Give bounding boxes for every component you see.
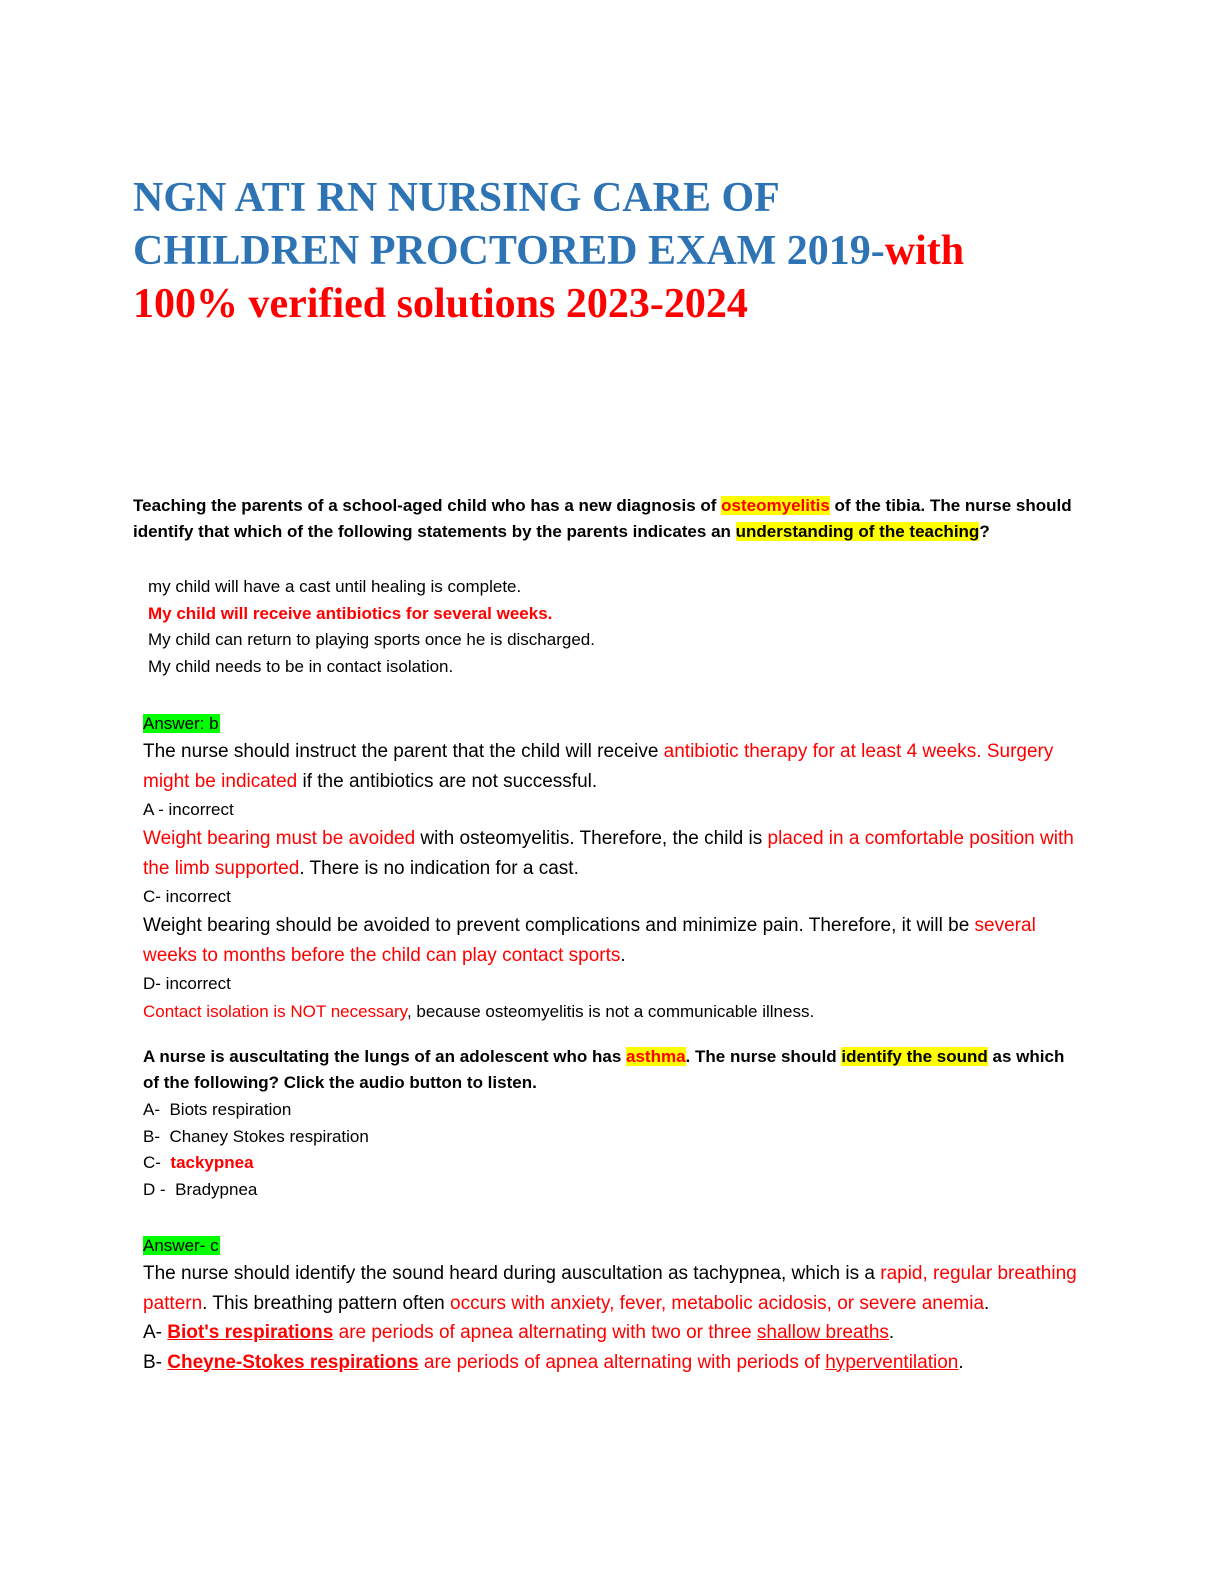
q2-expl-red: occurs with anxiety, fever, metabolic acidosis, or severe anemia	[450, 1292, 985, 1314]
q2-option-correct	[143, 1150, 1093, 1177]
q2-b-prefix: B-	[143, 1351, 168, 1373]
q1-text-c: ?	[979, 522, 990, 541]
q1-expl-red: .	[976, 741, 987, 762]
q2-answer-label: Answer- c	[143, 1236, 219, 1255]
q1-c-text: .	[620, 944, 626, 966]
q2-explanation	[143, 1259, 1083, 1318]
q1-option: My child can return to playing sports once he is discharged.	[148, 630, 595, 649]
q2-option-letter: B-	[143, 1126, 160, 1146]
q1-option-correct: My child will receive antibiotics for several weeks.	[148, 603, 553, 623]
question-2	[143, 1044, 1083, 1096]
q2-option-text: Biots respiration	[169, 1100, 292, 1119]
q2-option	[143, 1097, 1093, 1124]
q2-a-explanation	[143, 1318, 1083, 1348]
title-line1: NGN ATI RN NURSING CARE OF	[133, 175, 780, 221]
q2-option-text: tackypnea	[170, 1153, 254, 1172]
q1-a-explanation	[143, 824, 1083, 883]
q1-a-text: . There is no indication for a cast.	[299, 857, 579, 879]
question-1-stem	[133, 493, 1083, 545]
q1-d-text: , because osteomyelitis is not a communicable illness.	[406, 1002, 815, 1021]
title-line2: CHILDREN PROCTORED EXAM 2019-	[133, 228, 885, 274]
q2-expl-text: . This breathing pattern often	[202, 1292, 451, 1314]
q1-a-text: with osteomyelitis. Therefore, the child is	[415, 828, 768, 849]
q1-c-text: Weight bearing should be avoided to prevent complications and minimize pain. Therefore, it will be	[143, 915, 975, 936]
q1-text-a: Teaching the parents of a school-aged child who has a new diagnosis of	[133, 496, 722, 515]
q2-b-term: Cheyne-Stokes respirations	[167, 1351, 419, 1373]
q1-expl-text: The nurse should instruct the parent that the child will receive	[143, 741, 664, 762]
q2-a-underlined: shallow breaths	[756, 1322, 889, 1343]
q2-expl-red: rapid, regular breathing pattern	[143, 1263, 1077, 1314]
q1-c-explanation	[143, 911, 1083, 970]
q2-b-end: .	[958, 1351, 964, 1373]
q2-a-term: Biot's respirations	[167, 1322, 334, 1343]
question-1-options	[148, 574, 1098, 680]
q1-explanation	[143, 737, 1083, 796]
q1-a-red: placed in a comfortable position with the limb supported	[143, 828, 1074, 879]
document-title	[133, 172, 1133, 331]
q2-option	[143, 1124, 1093, 1151]
q1-option: My child needs to be in contact isolation.	[148, 656, 454, 676]
q2-b-underlined: hyperventilation	[825, 1351, 959, 1373]
q2-b-explanation	[143, 1348, 1083, 1378]
q2-text-b: . The nurse should	[685, 1047, 842, 1066]
q1-option: my child will have a cast until healing is complete.	[148, 577, 522, 596]
q1-d-red: Contact isolation is NOT necessary	[143, 1002, 407, 1021]
q2-option	[143, 1177, 1093, 1204]
q1-expl-red: Surgery might be indicated	[143, 741, 1054, 792]
q2-a-end: .	[888, 1322, 895, 1343]
q2-text-c: as which of the following? Click the audio button to listen.	[143, 1047, 1065, 1092]
q2-option-text: Bradypnea	[175, 1179, 258, 1199]
q2-b-text: are periods of apnea alternating with periods of	[418, 1351, 826, 1373]
title-line3: 100% verified solutions 2023-2024	[133, 281, 748, 327]
q1-c-red: several weeks to months before the child can play contact sports	[143, 915, 1036, 966]
q1-a-red: Weight bearing must be avoided	[143, 828, 416, 849]
question-2-answer	[143, 1233, 1083, 1377]
q1-expl-text: if the antibiotics are not successful.	[297, 770, 598, 792]
q2-a-text: are periods of apnea alternating with two or three	[333, 1322, 757, 1343]
q2-a-prefix: A-	[143, 1322, 168, 1343]
q1-highlight-osteomyelitis: osteomyelitis	[721, 496, 830, 515]
q2-text-a: A nurse is auscultating the lungs of an adolescent who has	[143, 1047, 627, 1066]
q2-option-letter: A-	[143, 1100, 160, 1119]
q1-highlight-understanding: understanding of the teaching	[735, 522, 980, 541]
q1-a-label: A - incorrect	[143, 800, 234, 819]
question-1-answer	[143, 711, 1083, 1026]
q2-option-letter: C-	[143, 1153, 161, 1172]
q1-answer-label: Answer: b	[143, 714, 219, 733]
q1-c-label: C- incorrect	[143, 887, 231, 906]
question-1	[133, 493, 1083, 545]
q2-option-text: Chaney Stokes respiration	[169, 1126, 369, 1146]
title-line2-red: with	[884, 228, 965, 274]
question-2-options	[143, 1097, 1093, 1203]
q1-d-label: D- incorrect	[143, 974, 231, 993]
q1-expl-red: antibiotic therapy for at least 4 weeks	[663, 741, 977, 762]
question-2-stem	[143, 1044, 1083, 1096]
q1-text-b: of the tibia. The nurse should identify that which of the following statements by the parents indicates an	[133, 496, 1072, 541]
q2-option-letter: D -	[143, 1179, 166, 1199]
q2-expl-text: The nurse should identify the sound heard during auscultation as tachypnea, which is a	[143, 1263, 881, 1284]
q2-highlight-asthma: asthma	[626, 1047, 686, 1066]
q1-d-explanation	[143, 998, 1083, 1026]
q2-highlight-identify: identify the sound	[841, 1047, 988, 1066]
q2-expl-text: .	[984, 1292, 990, 1314]
